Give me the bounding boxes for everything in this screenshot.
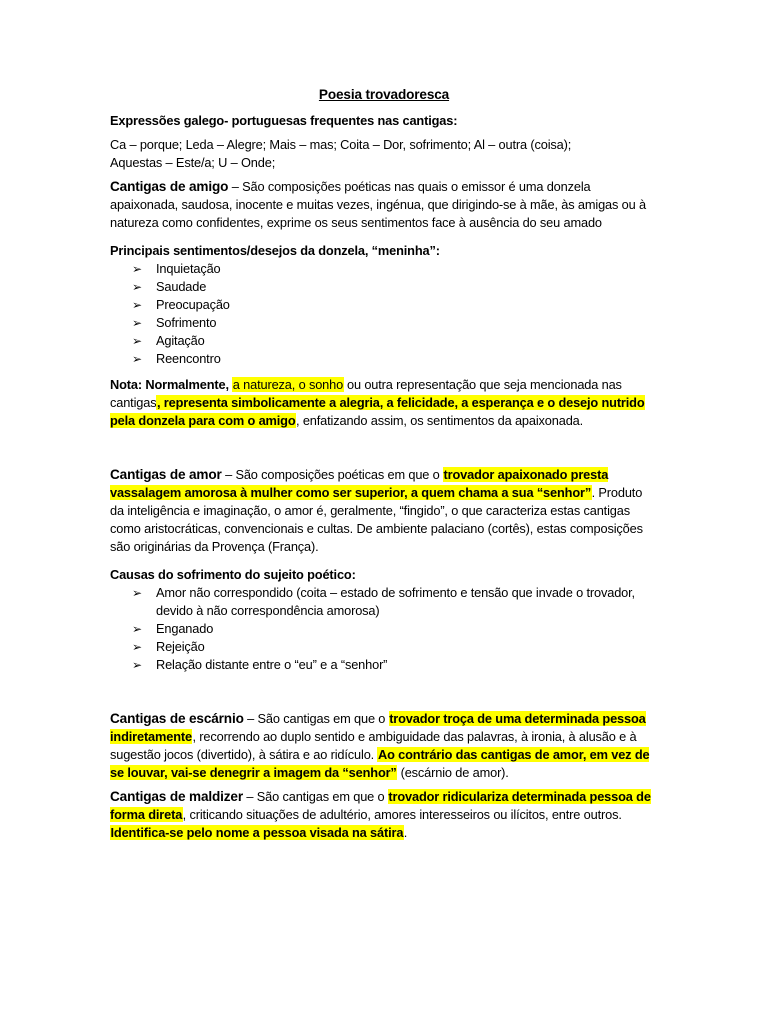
escarnio-text-3: (escárnio de amor). — [397, 765, 509, 780]
amigo-paragraph — [110, 178, 658, 232]
feelings-list — [110, 260, 658, 368]
amor-text-2: . Produto da inteligência e imaginação, o amor é, geralmente, “fingido”, o que caracteriza estas cantigas como aristocráticas, convencionais e cultas. De ambiente palaciano (cortês), estas composições são originárias da Provença (França). — [110, 485, 643, 554]
causes-heading: Causas do sofrimento do sujeito poético: — [110, 567, 356, 582]
maldizer-text-2: , criticando situações de adultério, amores interesseiros ou ilícitos, entre outros. — [182, 807, 622, 822]
escarnio-highlight-1: trovador troça de uma determinada pessoa indiretamente — [110, 711, 646, 744]
list-item — [110, 584, 658, 620]
arrowhead-bullet-icon: ➢ — [132, 622, 142, 636]
document-body — [110, 86, 658, 842]
amor-text-1: – São composições poéticas em que o — [221, 467, 444, 482]
list-item-text: Enganado — [156, 621, 214, 636]
causes-list — [110, 584, 658, 674]
page-title: Poesia trovadoresca — [318, 87, 450, 102]
feelings-heading: Principais sentimentos/desejos da donzela, “meninha”: — [110, 243, 440, 258]
arrowhead-bullet-icon: ➢ — [132, 334, 142, 348]
maldizer-text-3: . — [403, 825, 408, 840]
list-item-text: Agitação — [156, 333, 205, 348]
note-highlight-2: , representa simbolicamente a alegria, a felicidade, a esperança e o desejo nutrido pela donzela para com o amigo — [110, 395, 645, 428]
expressions-line-1: Ca – porque; Leda – Alegre; Mais – mas; Coita – Dor, sofrimento; Al – outra (coisa); — [110, 137, 572, 152]
note-text-1: ou outra representação que seja mencionada nas cantigas — [110, 377, 622, 410]
list-item-text: Saudade — [156, 279, 207, 294]
list-item — [110, 620, 658, 638]
arrowhead-bullet-icon: ➢ — [132, 586, 142, 600]
amor-paragraph — [110, 466, 658, 556]
arrowhead-bullet-icon: ➢ — [132, 280, 142, 294]
list-item — [110, 350, 658, 368]
arrowhead-bullet-icon: ➢ — [132, 352, 142, 366]
maldizer-term: Cantigas de maldizer — [110, 789, 243, 804]
arrowhead-bullet-icon: ➢ — [132, 298, 142, 312]
arrowhead-bullet-icon: ➢ — [132, 640, 142, 654]
list-item-text: Reencontro — [156, 351, 221, 366]
escarnio-highlight-2: Ao contrário das cantigas de amor, em vez de se louvar, vai-se denegrir a imagem da “senhor” — [110, 747, 650, 780]
maldizer-paragraph — [110, 788, 658, 842]
expressions-line-2: Aquestas – Este/a; U – Onde; — [110, 155, 276, 170]
escarnio-term: Cantigas de escárnio — [110, 711, 244, 726]
amigo-text: – São composições poéticas nas quais o emissor é uma donzela apaixonada, saudosa, inocente e muitas vezes, ingénua, que dirigindo-se à mãe, às amigas ou à natureza como confidentes, exprime os seus sentimentos face à ausência do seu amado — [110, 179, 646, 230]
list-item — [110, 278, 658, 296]
list-item — [110, 332, 658, 350]
amor-highlight-1: trovador apaixonado presta vassalagem amorosa à mulher como ser superior, a quem chama a sua “senhor” — [110, 467, 609, 500]
escarnio-text-1: – São cantigas em que o — [243, 711, 389, 726]
note-label: Nota: Normalmente, — [110, 377, 233, 392]
list-item — [110, 260, 658, 278]
maldizer-text-1: – São cantigas em que o — [242, 789, 388, 804]
expressions-heading: Expressões galego- portuguesas frequentes nas cantigas: — [110, 113, 458, 128]
list-item-text: Preocupação — [156, 297, 230, 312]
arrowhead-bullet-icon: ➢ — [132, 658, 142, 672]
escarnio-text-2: , recorrendo ao duplo sentido e ambiguidade das palavras, à ironia, à alusão e à sugestão jocos (divertido), à sátira e ao ridículo. — [110, 729, 637, 762]
arrowhead-bullet-icon: ➢ — [132, 316, 142, 330]
note-paragraph — [110, 376, 658, 430]
amor-term: Cantigas de amor — [110, 467, 222, 482]
list-item-text: Rejeição — [156, 639, 205, 654]
list-item — [110, 656, 658, 674]
note-highlight-1: a natureza, o sonho — [232, 377, 344, 392]
list-item-text: Relação distante entre o “eu” e a “senhor” — [156, 657, 388, 672]
list-item-text: Inquietação — [156, 261, 221, 276]
list-item — [110, 638, 658, 656]
amigo-term: Cantigas de amigo — [110, 179, 229, 194]
maldizer-highlight-2: Identifica-se pelo nome a pessoa visada na sátira — [110, 825, 404, 840]
note-text-2: , enfatizando assim, os sentimentos da apaixonada. — [296, 413, 584, 428]
list-item-text: Amor não correspondido (coita – estado de sofrimento e tensão que invade o trovador, devido à não correspondência amorosa) — [156, 585, 635, 618]
list-item — [110, 296, 658, 314]
escarnio-paragraph — [110, 710, 658, 782]
maldizer-highlight-1: trovador ridiculariza determinada pessoa de forma direta — [110, 789, 651, 822]
arrowhead-bullet-icon: ➢ — [132, 262, 142, 276]
list-item-text: Sofrimento — [156, 315, 217, 330]
list-item — [110, 314, 658, 332]
